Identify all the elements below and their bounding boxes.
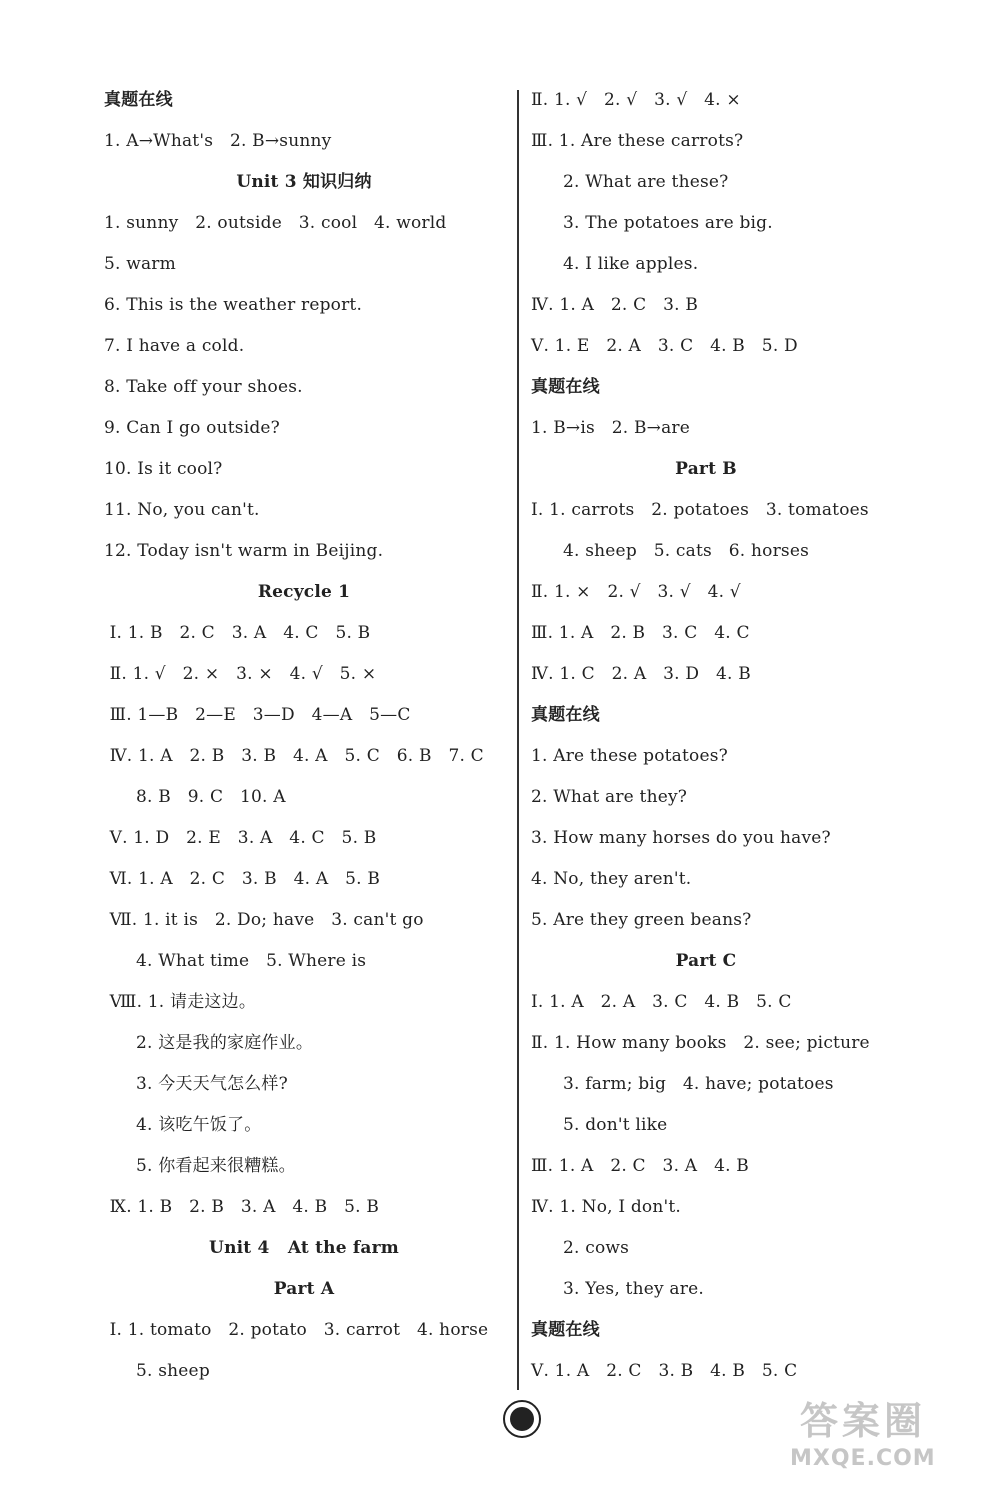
answer-line: Ⅲ. 1. Are these carrots?: [531, 131, 744, 151]
answer-line: Ⅱ. 1. How many books 2. see; picture: [531, 1033, 870, 1053]
answer-line: 3. farm; big 4. have; potatoes: [563, 1074, 834, 1094]
answer-line: Ⅴ. 1. D 2. E 3. A 4. C 5. B: [104, 828, 377, 848]
answer-line: 1. Are these potatoes?: [531, 746, 728, 766]
answer-line: 10. Is it cool?: [104, 459, 223, 479]
watermark-logo: [790, 1398, 995, 1488]
answer-line: 5. warm: [104, 254, 176, 274]
section-heading: 真题在线: [531, 377, 600, 397]
answer-line: 8. B 9. C 10. A: [136, 787, 286, 807]
left-answer-column: [104, 80, 504, 1392]
answer-line: 1. A→What's 2. B→sunny: [104, 131, 332, 151]
watermark-url: MXQE.COM: [790, 1446, 936, 1471]
answer-line: 3. How many horses do you have?: [531, 828, 831, 848]
answer-line: 2. What are these?: [563, 172, 729, 192]
answer-line: Ⅴ. 1. E 2. A 3. C 4. B 5. D: [531, 336, 798, 356]
answer-line: Ⅰ. 1. B 2. C 3. A 4. C 5. B: [104, 623, 371, 643]
answer-line: Ⅲ. 1. A 2. C 3. A 4. B: [531, 1156, 749, 1176]
answer-line: Ⅱ. 1. √ 2. √ 3. √ 4. ×: [531, 90, 741, 110]
section-heading: Part A: [273, 1279, 335, 1299]
section-heading: Part B: [675, 459, 737, 479]
answer-line: Ⅱ. 1. × 2. √ 3. √ 4. √: [531, 582, 741, 602]
section-heading: Unit 4 At the farm: [209, 1238, 399, 1258]
answer-line: 9. Can I go outside?: [104, 418, 280, 438]
answer-line: Ⅰ. 1. carrots 2. potatoes 3. tomatoes: [531, 500, 869, 520]
answer-line: Ⅴ. 1. A 2. C 3. B 4. B 5. C: [531, 1361, 798, 1381]
section-heading: 真题在线: [531, 1320, 600, 1340]
answer-line: 2. 这是我的家庭作业。: [136, 1033, 314, 1053]
answer-line: Ⅰ. 1. A 2. A 3. C 4. B 5. C: [531, 992, 792, 1012]
answer-line: 2. What are they?: [531, 787, 688, 807]
answer-line: 4. 该吃午饭了。: [136, 1115, 262, 1135]
answer-line: Ⅳ. 1. C 2. A 3. D 4. B: [531, 664, 751, 684]
answer-line: 11. No, you can't.: [104, 500, 260, 520]
section-heading: 真题在线: [104, 90, 173, 110]
answer-line: 3. 今天天气怎么样?: [136, 1074, 288, 1094]
answer-line: 12. Today isn't warm in Beijing.: [104, 541, 384, 561]
answer-line: 4. No, they aren't.: [531, 869, 692, 889]
answer-line: Ⅰ. 1. tomato 2. potato 3. carrot 4. horse: [104, 1320, 489, 1340]
answer-line: 4. What time 5. Where is: [136, 951, 367, 971]
watermark-title: 答案圈: [800, 1399, 927, 1443]
answer-line: Ⅳ. 1. A 2. B 3. B 4. A 5. C 6. B 7. C: [104, 746, 484, 766]
answer-line: 1. sunny 2. outside 3. cool 4. world: [104, 213, 447, 233]
page-number-badge: [503, 1400, 541, 1438]
section-heading: 真题在线: [531, 705, 600, 725]
answer-line: Ⅳ. 1. No, I don't.: [531, 1197, 682, 1217]
answer-line: Ⅶ. 1. it is 2. Do; have 3. can't go: [104, 910, 424, 930]
answer-line: 3. The potatoes are big.: [563, 213, 773, 233]
column-divider: [517, 90, 519, 1390]
answer-line: 2. cows: [563, 1238, 630, 1258]
answer-line: 4. sheep 5. cats 6. horses: [563, 541, 810, 561]
answer-line: Ⅲ. 1. A 2. B 3. C 4. C: [531, 623, 750, 643]
answer-line: Ⅸ. 1. B 2. B 3. A 4. B 5. B: [104, 1197, 380, 1217]
answer-line: Ⅳ. 1. A 2. C 3. B: [531, 295, 699, 315]
answer-line: 7. I have a cold.: [104, 336, 245, 356]
answer-line: 6. This is the weather report.: [104, 295, 363, 315]
answer-line: 8. Take off your shoes.: [104, 377, 303, 397]
answer-line: 5. 你看起来很糟糕。: [136, 1156, 296, 1176]
answer-line: Ⅲ. 1—B 2—E 3—D 4—A 5—C: [104, 705, 411, 725]
section-heading: Part C: [675, 951, 737, 971]
right-answer-column: [531, 80, 881, 1392]
answer-line: Ⅵ. 1. A 2. C 3. B 4. A 5. B: [104, 869, 381, 889]
answer-line: 5. don't like: [563, 1115, 668, 1135]
section-heading: Recycle 1: [257, 582, 351, 602]
answer-line: 3. Yes, they are.: [563, 1279, 704, 1299]
answer-line: 5. sheep: [136, 1361, 210, 1381]
answer-line: 1. B→is 2. B→are: [531, 418, 691, 438]
answer-line: Ⅷ. 1. 请走这边。: [104, 992, 257, 1012]
answer-line: 5. Are they green beans?: [531, 910, 752, 930]
answer-line: Ⅱ. 1. √ 2. × 3. × 4. √ 5. ×: [104, 664, 377, 684]
answer-line: 4. I like apples.: [563, 254, 699, 274]
section-heading: Unit 3 知识归纳: [236, 172, 372, 192]
